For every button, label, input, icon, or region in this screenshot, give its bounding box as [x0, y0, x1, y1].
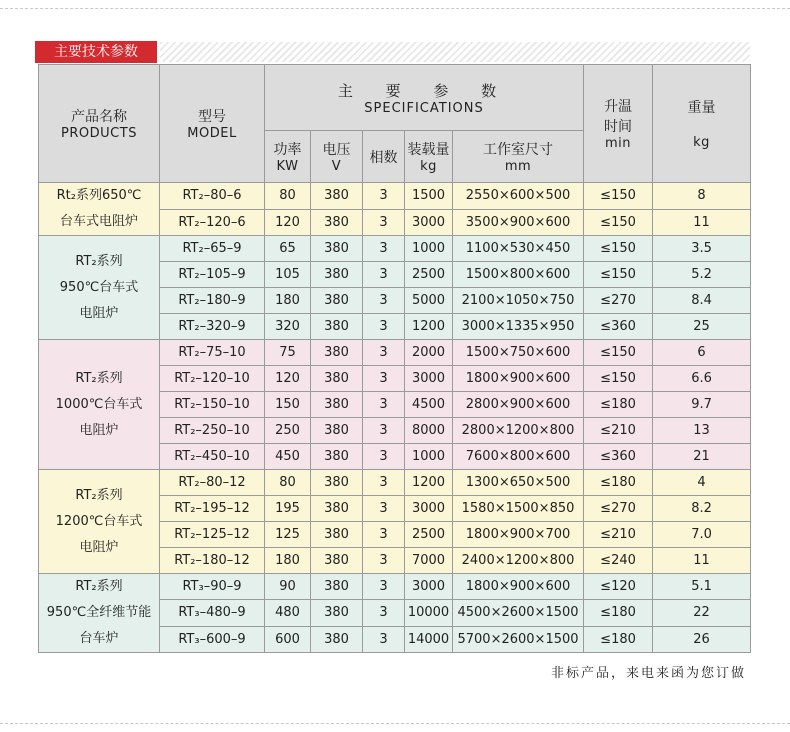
- power-cell: 480: [265, 600, 311, 626]
- product-name-line: RT₂系列: [75, 487, 123, 503]
- chamber-cell: 7600×800×600: [453, 444, 584, 470]
- phase-cell: 3: [363, 209, 405, 236]
- heatup-cell: ≤210: [584, 418, 653, 444]
- power-cell: 75: [265, 340, 311, 366]
- phase-cell: 3: [363, 392, 405, 418]
- voltage-cell: 380: [311, 366, 363, 392]
- title-stripe-decoration: [160, 42, 750, 62]
- load-cell: 4500: [405, 392, 453, 418]
- heatup-cell: ≤180: [584, 392, 653, 418]
- heatup-cell: ≤150: [584, 340, 653, 366]
- chamber-cell: 2550×600×500: [453, 183, 584, 210]
- product-name-line: 电阻炉: [79, 422, 119, 438]
- header-load-cn: 装载量: [407, 142, 450, 158]
- product-name-line: 950℃全纤维节能: [46, 605, 152, 620]
- power-cell: 180: [265, 288, 311, 314]
- power-cell: 600: [265, 626, 311, 652]
- chamber-cell: 1300×650×500: [453, 470, 584, 496]
- chamber-cell: 2800×900×600: [453, 392, 584, 418]
- weight-cell: 11: [653, 548, 751, 574]
- phase-cell: 3: [363, 626, 405, 652]
- voltage-cell: 380: [311, 444, 363, 470]
- header-products: [39, 65, 160, 183]
- phase-cell: 3: [363, 262, 405, 288]
- header-heatup-unit: min: [605, 136, 632, 151]
- chamber-cell: 2100×1050×750: [453, 288, 584, 314]
- product-name-line: 1000℃台车式: [55, 396, 143, 412]
- chamber-cell: 2800×1200×800: [453, 418, 584, 444]
- phase-cell: 3: [363, 548, 405, 574]
- power-cell: 180: [265, 548, 311, 574]
- phase-cell: 3: [363, 574, 405, 600]
- product-name-line: 1200℃台车式: [55, 513, 143, 529]
- model-cell: RT₂–450–10: [160, 444, 265, 470]
- power-cell: 90: [265, 574, 311, 600]
- header-weight: [653, 65, 751, 183]
- header-chamber-cn: 工作室尺寸: [483, 142, 554, 158]
- bottom-divider: [0, 723, 790, 724]
- weight-cell: 21: [653, 444, 751, 470]
- load-cell: 14000: [405, 626, 453, 652]
- model-cell: RT₂–120–6: [160, 209, 265, 236]
- product-name-cell: [39, 236, 160, 340]
- table-row: [39, 183, 751, 210]
- phase-cell: 3: [363, 236, 405, 262]
- header-heatup-l2: 时间: [604, 119, 633, 135]
- model-cell: RT₂–180–12: [160, 548, 265, 574]
- phase-cell: 3: [363, 496, 405, 522]
- chamber-cell: 1800×900×700: [453, 522, 584, 548]
- chamber-cell: 2400×1200×800: [453, 548, 584, 574]
- heatup-cell: ≤210: [584, 522, 653, 548]
- heatup-cell: ≤360: [584, 444, 653, 470]
- power-cell: 320: [265, 314, 311, 340]
- load-cell: 2000: [405, 340, 453, 366]
- chamber-cell: 3000×1335×950: [453, 314, 584, 340]
- header-load-unit: kg: [420, 159, 437, 174]
- header-voltage: [311, 131, 363, 183]
- weight-cell: 25: [653, 314, 751, 340]
- chamber-cell: 1800×900×600: [453, 366, 584, 392]
- weight-cell: 4: [653, 470, 751, 496]
- power-cell: 125: [265, 522, 311, 548]
- load-cell: 3000: [405, 366, 453, 392]
- header-model: [160, 65, 265, 183]
- voltage-cell: 380: [311, 470, 363, 496]
- model-cell: RT₃–480–9: [160, 600, 265, 626]
- product-name-cell: [39, 340, 160, 470]
- model-cell: RT₂–125–12: [160, 522, 265, 548]
- model-cell: RT₂–80–12: [160, 470, 265, 496]
- model-cell: RT₂–75–10: [160, 340, 265, 366]
- header-heatup-time: [584, 65, 653, 183]
- product-name-line: 电阻炉: [79, 305, 119, 321]
- heatup-cell: ≤270: [584, 288, 653, 314]
- phase-cell: 3: [363, 366, 405, 392]
- heatup-cell: ≤150: [584, 209, 653, 236]
- product-name-line: 电阻炉: [79, 539, 119, 555]
- phase-cell: 3: [363, 314, 405, 340]
- phase-cell: 3: [363, 522, 405, 548]
- product-name-line: Rt₂系列650℃: [56, 188, 142, 203]
- product-name-cell: [39, 574, 160, 653]
- heatup-cell: ≤120: [584, 574, 653, 600]
- model-cell: RT₂–195–12: [160, 496, 265, 522]
- footnote: 非标产品，来电来函为您订做: [550, 666, 746, 681]
- model-cell: RT₃–90–9: [160, 574, 265, 600]
- power-cell: 65: [265, 236, 311, 262]
- phase-cell: 3: [363, 600, 405, 626]
- header-power-unit: KW: [276, 159, 299, 174]
- heatup-cell: ≤180: [584, 600, 653, 626]
- table-body: [39, 183, 751, 653]
- load-cell: 10000: [405, 600, 453, 626]
- voltage-cell: 380: [311, 340, 363, 366]
- power-cell: 450: [265, 444, 311, 470]
- power-cell: 120: [265, 209, 311, 236]
- load-cell: 3000: [405, 496, 453, 522]
- heatup-cell: ≤150: [584, 366, 653, 392]
- chamber-cell: 1500×800×600: [453, 262, 584, 288]
- chamber-cell: 3500×900×600: [453, 209, 584, 236]
- model-cell: RT₃–600–9: [160, 626, 265, 652]
- phase-cell: 3: [363, 183, 405, 210]
- header-weight-cn: 重量: [687, 100, 716, 116]
- weight-cell: 7.0: [653, 522, 751, 548]
- weight-cell: 6.6: [653, 366, 751, 392]
- voltage-cell: 380: [311, 522, 363, 548]
- weight-cell: 8.2: [653, 496, 751, 522]
- weight-cell: 22: [653, 600, 751, 626]
- heatup-cell: ≤240: [584, 548, 653, 574]
- weight-cell: 6: [653, 340, 751, 366]
- load-cell: 5000: [405, 288, 453, 314]
- voltage-cell: 380: [311, 262, 363, 288]
- weight-cell: 9.7: [653, 392, 751, 418]
- model-cell: RT₂–250–10: [160, 418, 265, 444]
- voltage-cell: 380: [311, 314, 363, 340]
- power-cell: 150: [265, 392, 311, 418]
- chamber-cell: 1500×750×600: [453, 340, 584, 366]
- header-power-cn: 功率: [273, 142, 302, 158]
- model-cell: RT₂–320–9: [160, 314, 265, 340]
- header-model-en: MODEL: [187, 126, 237, 141]
- load-cell: 1200: [405, 314, 453, 340]
- header-phase: [363, 131, 405, 183]
- product-name-cell: [39, 470, 160, 574]
- voltage-cell: 380: [311, 183, 363, 210]
- phase-cell: 3: [363, 470, 405, 496]
- weight-cell: 5.1: [653, 574, 751, 600]
- power-cell: 195: [265, 496, 311, 522]
- weight-cell: 13: [653, 418, 751, 444]
- voltage-cell: 380: [311, 236, 363, 262]
- chamber-cell: 4500×2600×1500: [453, 600, 584, 626]
- load-cell: 7000: [405, 548, 453, 574]
- power-cell: 105: [265, 262, 311, 288]
- heatup-cell: ≤150: [584, 236, 653, 262]
- heatup-cell: ≤150: [584, 183, 653, 210]
- heatup-cell: ≤180: [584, 626, 653, 652]
- table-row: [39, 574, 751, 600]
- header-weight-unit: kg: [693, 135, 710, 150]
- header-products-cn: 产品名称: [71, 109, 127, 125]
- header-voltage-unit: V: [331, 159, 342, 174]
- heatup-cell: ≤360: [584, 314, 653, 340]
- load-cell: 2500: [405, 522, 453, 548]
- product-name-line: RT₂系列: [75, 370, 123, 386]
- heatup-cell: ≤150: [584, 262, 653, 288]
- table-row: [39, 470, 751, 496]
- power-cell: 80: [265, 470, 311, 496]
- table-row: [39, 340, 751, 366]
- heatup-cell: ≤180: [584, 470, 653, 496]
- model-cell: RT₂–150–10: [160, 392, 265, 418]
- weight-cell: 8.4: [653, 288, 751, 314]
- product-name-line: 台车炉: [79, 631, 119, 646]
- model-cell: RT₂–65–9: [160, 236, 265, 262]
- voltage-cell: 380: [311, 496, 363, 522]
- chamber-cell: 1580×1500×850: [453, 496, 584, 522]
- heatup-cell: ≤270: [584, 496, 653, 522]
- header-chamber-size: [453, 131, 584, 183]
- header-phase-cn: 相数: [369, 149, 398, 166]
- load-cell: 1200: [405, 470, 453, 496]
- load-cell: 3000: [405, 574, 453, 600]
- weight-cell: 3.5: [653, 236, 751, 262]
- header-spec-en: SPECIFICATIONS: [364, 100, 484, 116]
- phase-cell: 3: [363, 288, 405, 314]
- model-cell: RT₂–80–6: [160, 183, 265, 210]
- load-cell: 1000: [405, 444, 453, 470]
- model-cell: RT₂–180–9: [160, 288, 265, 314]
- weight-cell: 5.2: [653, 262, 751, 288]
- phase-cell: 3: [363, 418, 405, 444]
- section-title: 主要技术参数: [35, 41, 157, 63]
- chamber-cell: 5700×2600×1500: [453, 626, 584, 652]
- voltage-cell: 380: [311, 209, 363, 236]
- load-cell: 8000: [405, 418, 453, 444]
- model-cell: RT₂–120–10: [160, 366, 265, 392]
- weight-cell: 11: [653, 209, 751, 236]
- header-chamber-unit: mm: [504, 159, 532, 174]
- voltage-cell: 380: [311, 600, 363, 626]
- spec-table: [38, 64, 751, 653]
- voltage-cell: 380: [311, 626, 363, 652]
- phase-cell: 3: [363, 340, 405, 366]
- weight-cell: 8: [653, 183, 751, 210]
- product-name-line: 台车式电阻炉: [59, 214, 138, 229]
- product-name-line: RT₂系列: [75, 579, 123, 594]
- voltage-cell: 380: [311, 418, 363, 444]
- voltage-cell: 380: [311, 548, 363, 574]
- load-cell: 2500: [405, 262, 453, 288]
- phase-cell: 3: [363, 444, 405, 470]
- header-power: [265, 131, 311, 183]
- model-cell: RT₂–105–9: [160, 262, 265, 288]
- chamber-cell: 1800×900×600: [453, 574, 584, 600]
- top-divider: [0, 8, 790, 9]
- header-spec-cn: 主 要 参 数: [337, 81, 511, 100]
- header-model-cn: 型号: [198, 109, 226, 125]
- power-cell: 80: [265, 183, 311, 210]
- product-name-line: 950℃台车式: [59, 279, 139, 295]
- voltage-cell: 380: [311, 288, 363, 314]
- table-header: [39, 65, 751, 183]
- product-name-line: RT₂系列: [75, 253, 123, 269]
- header-products-en: PRODUCTS: [61, 126, 137, 141]
- load-cell: 1000: [405, 236, 453, 262]
- header-load: [405, 131, 453, 183]
- chamber-cell: 1100×530×450: [453, 236, 584, 262]
- weight-cell: 26: [653, 626, 751, 652]
- power-cell: 120: [265, 366, 311, 392]
- voltage-cell: 380: [311, 574, 363, 600]
- power-cell: 250: [265, 418, 311, 444]
- header-heatup-l1: 升温: [604, 99, 633, 115]
- header-voltage-cn: 电压: [322, 142, 351, 158]
- product-name-cell: [39, 183, 160, 236]
- header-specifications: [265, 65, 584, 131]
- load-cell: 3000: [405, 209, 453, 236]
- load-cell: 1500: [405, 183, 453, 210]
- voltage-cell: 380: [311, 392, 363, 418]
- table-row: [39, 236, 751, 262]
